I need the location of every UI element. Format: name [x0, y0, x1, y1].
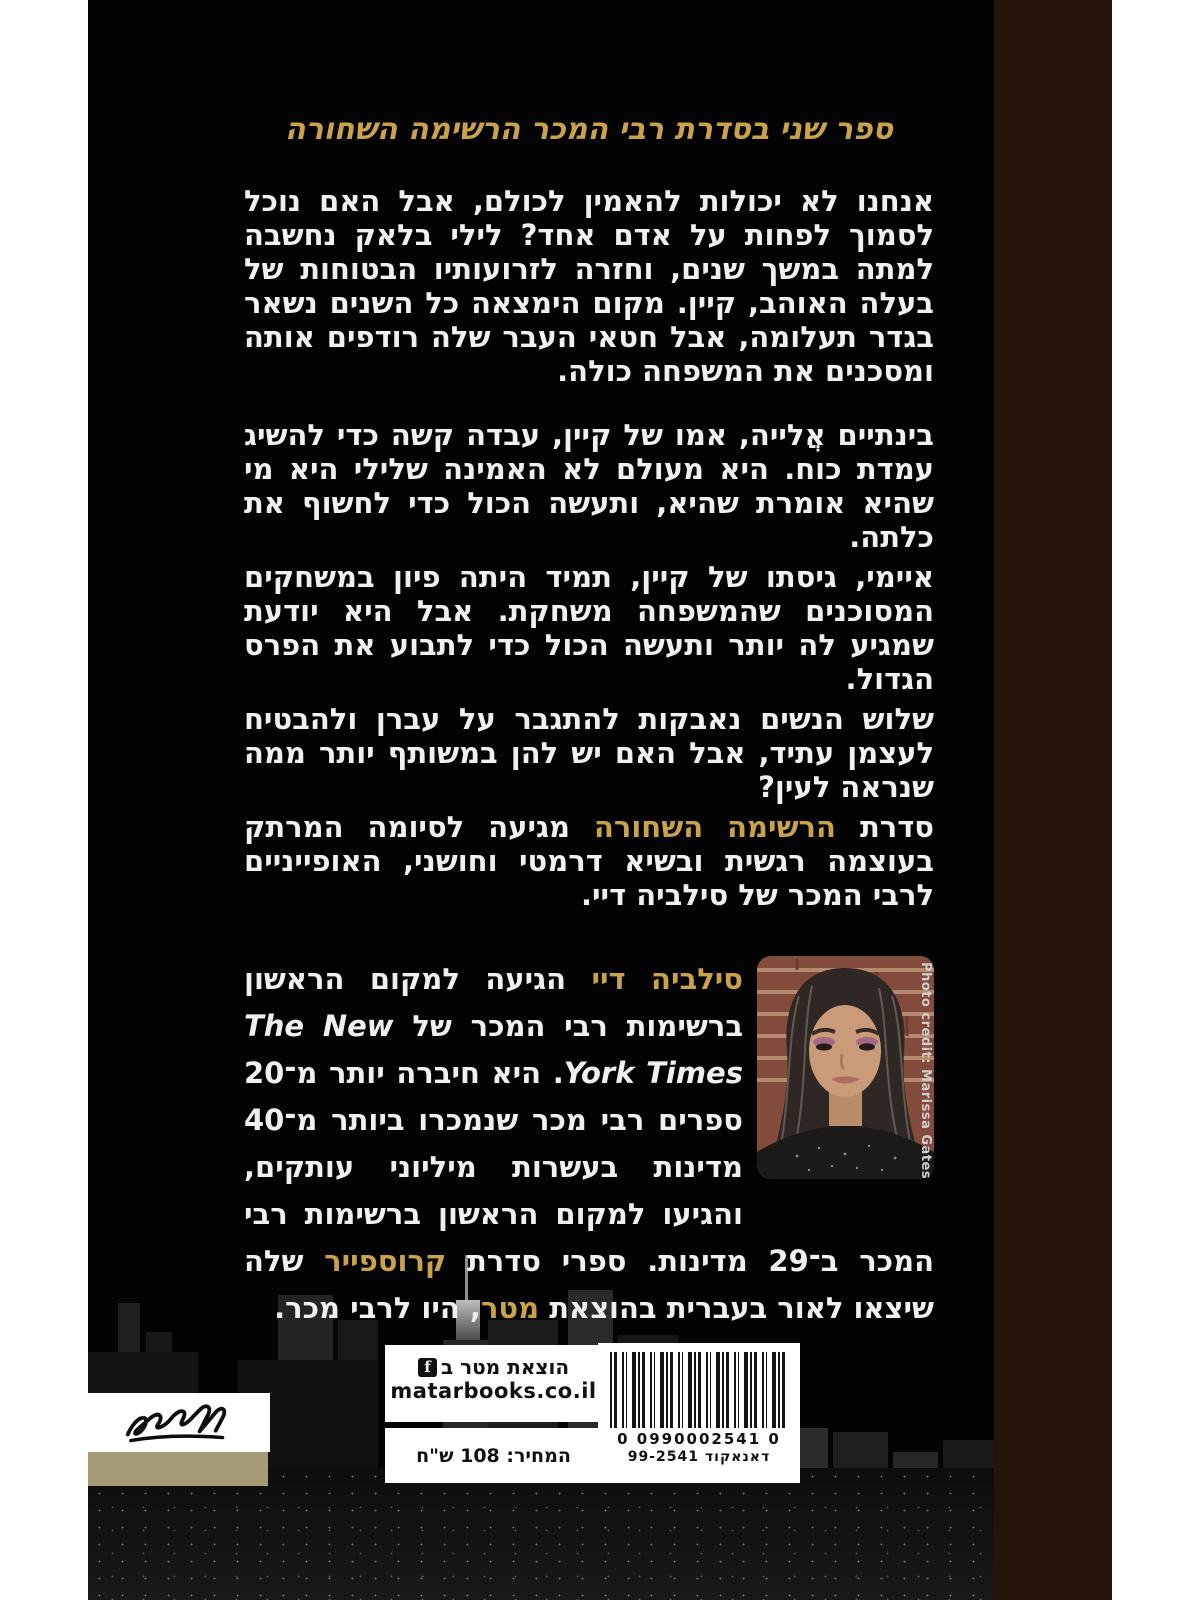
matar-logo-box: [88, 1393, 270, 1452]
series-tagline: ספר שני בסדרת רבי המכר הרשימה השחורה: [284, 112, 894, 147]
synopsis-paragraph: אנחנו לא יכולות להאמין לכולם, אבל האם נוכל לסמוך לפחות על אדם אחד? לילי בלאק נחשבה למתה במשך שנים, וחזרה לזרועותיו הבטוחות של בעלה האוהב, קיין. מקום הימצאה כל השנים נשאר בגדר תעלומה, אבל חטאי העבר שלה רודפים אותה ומסכנים את המשפחה כולה.: [244, 184, 934, 388]
barcode-box: [598, 1343, 800, 1483]
beige-strip: [88, 1452, 268, 1486]
barcode-number: 0 0990002541 0: [617, 1430, 781, 1448]
back-cover: [88, 0, 994, 1600]
publisher-line: [385, 1355, 602, 1379]
barcode-icon: [610, 1352, 788, 1428]
series-closing-paragraph: סדרת הרשימה השחורה מגיעה לסיומה המרתק בעוצמה רגשית ובשיא דרמטי וחושני, האופייניים לרבי המכר של סילביה דיי.: [244, 810, 934, 912]
publisher-box: [385, 1345, 602, 1422]
city-lights: [88, 1490, 994, 1600]
author-photo: [757, 956, 934, 1179]
publisher-text: הוצאת מטר ב: [440, 1355, 570, 1379]
price-box: המחיר: 108 ש"ח: [385, 1428, 602, 1483]
publisher-website: matarbooks.co.il: [390, 1379, 597, 1403]
synopsis-paragraph: בינתיים אֲלייה, אמו של קיין, עבדה קשה כדי להשיג עמדת כוח. היא מעולם לא האמינה שלילי היא מי שהיא אומרת שהיא, ותעשה הכול כדי לחשוף את כלתה.: [244, 418, 934, 554]
photo-credit: Photo credit: Marissa Gates: [918, 962, 933, 1180]
synopsis-paragraph: שלוש הנשים נאבקות להתגבר על עברן ולהבטיח לעצמן עתיד, אבל האם יש להן במשותף יותר ממה שנראה לעין?: [244, 702, 934, 804]
danacode-number: דאנאקוד 99-2541: [627, 1449, 771, 1465]
matar-logo-signature: [114, 1396, 244, 1450]
cover-spine-strip: [994, 0, 1112, 1600]
synopsis-paragraph: איימי, גיסתו של קיין, תמיד היתה פיון במשחקים המסוכנים שהמשפחה משחקת. אבל היא יודעת שמגיע לה יותר ותעשה הכול כדי לתבוע את הפרס הגדול.: [244, 560, 934, 696]
facebook-icon: f: [418, 1358, 437, 1377]
author-bio: סילביה דיי הגיעה למקום הראשון ברשימות רבי המכר של The New York Times. היא חיברה יותר מ־20 ספרים רבי מכר שנמכרו ביותר מ־40 מדינות בעשרות מיליוני עותקים, והגיעו למקום הראשון ברשימות רבי המכר ב־29 מדינות. ספרי סדרת קרוספייר שלה שיצאו לאור בעברית בהוצאת מטר, היו לרבי מכר.: [244, 956, 934, 1332]
